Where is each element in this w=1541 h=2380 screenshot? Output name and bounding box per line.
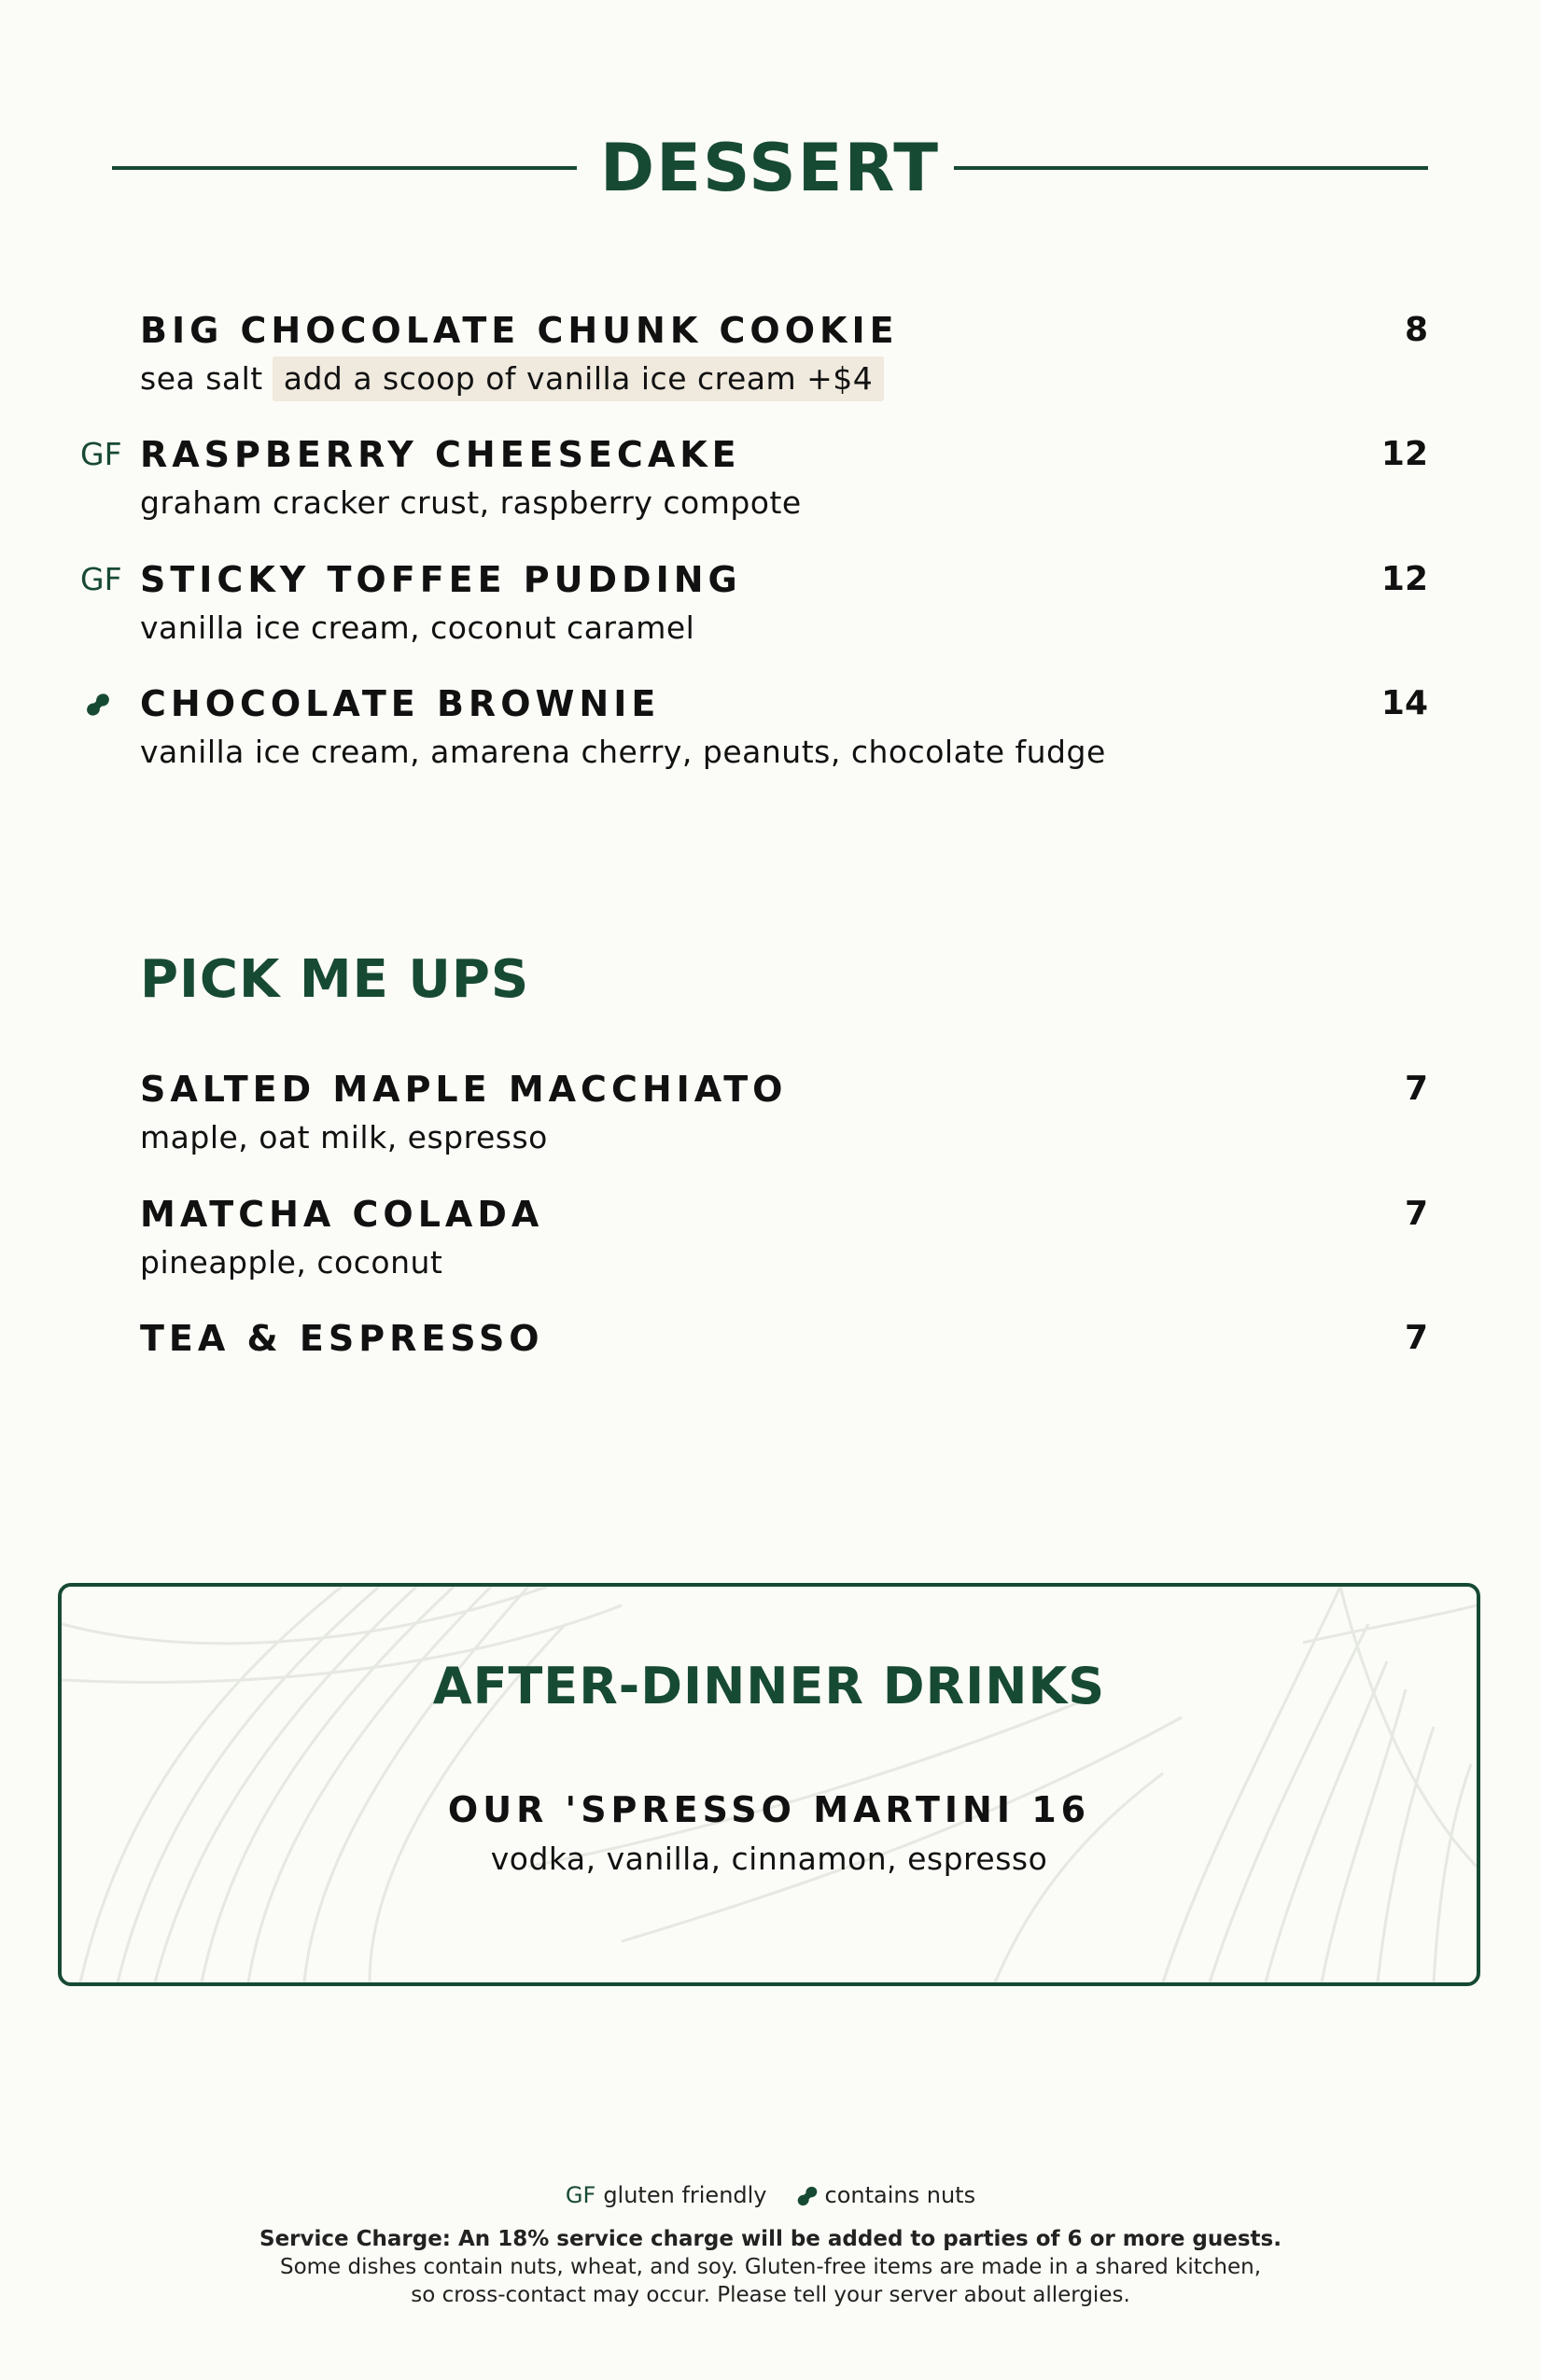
item-price: 14 bbox=[1380, 684, 1428, 722]
legend bbox=[0, 2180, 1541, 2210]
menu-item bbox=[80, 557, 1428, 651]
menu-item bbox=[140, 1316, 1428, 1361]
item-price: 7 bbox=[1404, 1070, 1428, 1108]
item-desc: sea salt bbox=[140, 360, 263, 397]
nut-icon bbox=[80, 681, 127, 731]
allergy-note-line: so cross-contact may occur. Please tell your server about allergies. bbox=[411, 2283, 1130, 2307]
item-desc: vanilla ice cream, amarena cherry, peanuts, chocolate fudge bbox=[140, 734, 1106, 770]
page-title: DESSERT bbox=[600, 130, 940, 206]
allergy-note-line: Some dishes contain nuts, wheat, and soy. Gluten-free items are made in a shared kitchen, bbox=[279, 2255, 1261, 2279]
gluten-friendly-marker: GF bbox=[80, 561, 122, 597]
gluten-friendly-marker: GF bbox=[80, 436, 122, 472]
section-heading-after-dinner: AFTER-DINNER DRINKS bbox=[432, 1657, 1106, 1715]
item-desc: vodka, vanilla, cinnamon, espresso bbox=[490, 1841, 1048, 1877]
item-name: BIG CHOCOLATE CHUNK COOKIE bbox=[140, 310, 899, 351]
page-header bbox=[112, 121, 1428, 215]
item-desc: maple, oat milk, espresso bbox=[140, 1119, 548, 1155]
section-heading-pick-me-ups: PICK ME UPS bbox=[140, 949, 530, 1010]
leaf-pattern-decoration bbox=[62, 1587, 1477, 1982]
item-name: OUR 'SPRESSO MARTINI 16 bbox=[447, 1789, 1091, 1830]
title-rule-right bbox=[954, 166, 1428, 170]
legend-nut-label: contains nuts bbox=[824, 2182, 976, 2208]
item-name: SALTED MAPLE MACCHIATO bbox=[140, 1069, 788, 1110]
item-price: 12 bbox=[1380, 560, 1428, 598]
menu-item bbox=[140, 308, 1428, 401]
footer-notes bbox=[0, 2225, 1541, 2309]
gluten-friendly-marker: GF bbox=[565, 2182, 596, 2208]
item-name: STICKY TOFFEE PUDDING bbox=[140, 559, 742, 600]
menu-item bbox=[140, 1067, 1428, 1160]
addon-note: add a scoop of vanilla ice cream +$4 bbox=[273, 357, 885, 401]
menu-item bbox=[140, 681, 1428, 775]
item-name: RASPBERRY CHEESECAKE bbox=[140, 434, 741, 475]
legend-gf-label: gluten friendly bbox=[603, 2182, 767, 2208]
service-charge-note: Service Charge: An 18% service charge will be added to parties of 6 or more guests. bbox=[259, 2227, 1282, 2251]
after-dinner-drinks-box bbox=[58, 1583, 1480, 1986]
item-desc-row bbox=[140, 357, 1428, 401]
item-desc: graham cracker crust, raspberry compote bbox=[140, 484, 802, 521]
item-name: CHOCOLATE BROWNIE bbox=[140, 683, 661, 724]
item-desc: pineapple, coconut bbox=[140, 1244, 443, 1281]
menu-item bbox=[80, 432, 1428, 525]
nut-icon bbox=[795, 2184, 820, 2208]
item-name: MATCHA COLADA bbox=[140, 1194, 544, 1235]
item-price: 7 bbox=[1404, 1319, 1428, 1357]
item-price: 7 bbox=[1404, 1195, 1428, 1233]
item-desc: vanilla ice cream, coconut caramel bbox=[140, 609, 695, 646]
menu-item bbox=[140, 1192, 1428, 1285]
item-name: TEA & ESPRESSO bbox=[140, 1318, 544, 1359]
item-price: 8 bbox=[1404, 311, 1428, 349]
item-price: 12 bbox=[1380, 435, 1428, 473]
